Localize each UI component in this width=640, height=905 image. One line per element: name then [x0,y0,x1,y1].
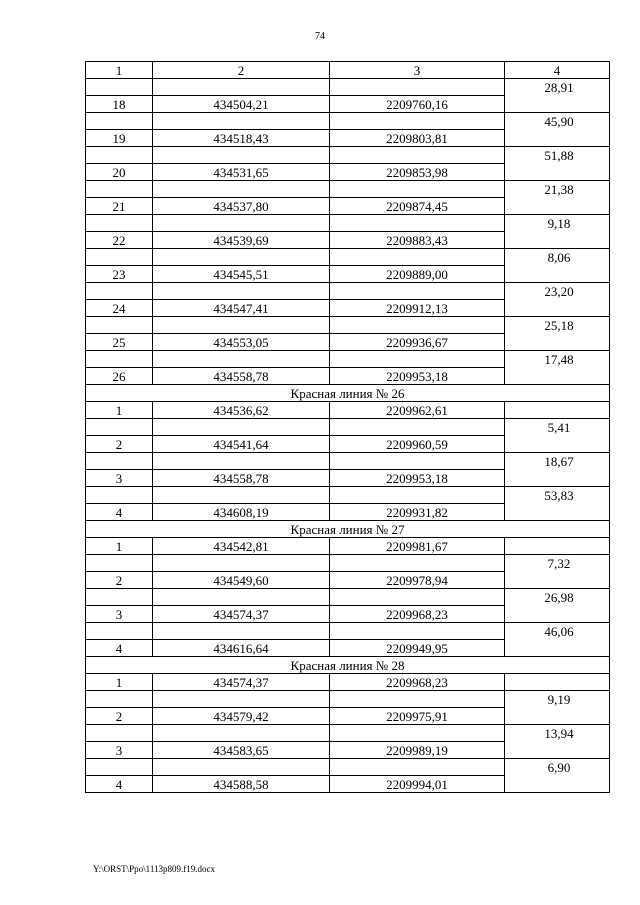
distance-cell: 18,67 [505,453,610,470]
empty-cell [330,419,505,436]
x-coordinate-cell: 434549,60 [153,572,330,589]
empty-cell [153,317,330,334]
empty-cell [330,487,505,504]
empty-cell [153,487,330,504]
empty-cell [505,130,610,147]
empty-cell [153,589,330,606]
y-coordinate-cell: 2209975,91 [330,708,505,725]
header-cell-4: 4 [505,62,610,79]
point-number-cell: 3 [86,742,153,759]
empty-cell [153,453,330,470]
empty-cell [153,419,330,436]
empty-cell [330,453,505,470]
point-number-cell: 4 [86,504,153,521]
distance-cell: 28,91 [505,79,610,96]
point-number-cell: 4 [86,640,153,657]
empty-cell [505,436,610,453]
point-row [86,538,610,555]
point-number-cell: 1 [86,402,153,419]
x-coordinate-cell: 434547,41 [153,300,330,317]
distance-cell: 21,38 [505,181,610,198]
point-row [86,300,610,317]
distance-row [86,283,610,300]
x-coordinate-cell: 434545,51 [153,266,330,283]
point-number-cell: 26 [86,368,153,385]
y-coordinate-cell: 2209953,18 [330,470,505,487]
empty-cell [330,113,505,130]
distance-row [86,181,610,198]
point-row [86,708,610,725]
point-row [86,470,610,487]
y-coordinate-cell: 2209981,67 [330,538,505,555]
distance-cell: 45,90 [505,113,610,130]
empty-cell [505,300,610,317]
distance-cell: 53,83 [505,487,610,504]
distance-row [86,317,610,334]
empty-cell [330,215,505,232]
empty-cell [153,555,330,572]
point-row [86,640,610,657]
distance-cell: 25,18 [505,317,610,334]
point-number-cell: 1 [86,538,153,555]
empty-cell [86,215,153,232]
table-body [86,79,610,793]
point-number-cell: 18 [86,96,153,113]
empty-cell [330,147,505,164]
y-coordinate-cell: 2209853,98 [330,164,505,181]
point-row [86,402,610,419]
empty-cell [330,725,505,742]
x-coordinate-cell: 434579,42 [153,708,330,725]
y-coordinate-cell: 2209994,01 [330,776,505,793]
point-number-cell: 24 [86,300,153,317]
y-coordinate-cell: 2209912,13 [330,300,505,317]
empty-cell [505,402,610,419]
distance-cell: 26,98 [505,589,610,606]
distance-cell: 23,20 [505,283,610,300]
empty-cell [330,249,505,266]
empty-cell [86,317,153,334]
distance-row [86,215,610,232]
empty-cell [86,249,153,266]
empty-cell [86,113,153,130]
y-coordinate-cell: 2209803,81 [330,130,505,147]
y-coordinate-cell: 2209760,16 [330,96,505,113]
empty-cell [330,79,505,96]
empty-cell [505,674,610,691]
x-coordinate-cell: 434537,80 [153,198,330,215]
distance-row [86,487,610,504]
distance-row [86,79,610,96]
empty-cell [86,589,153,606]
y-coordinate-cell: 2209968,23 [330,606,505,623]
y-coordinate-cell: 2209953,18 [330,368,505,385]
empty-cell [330,555,505,572]
empty-cell [330,181,505,198]
point-number-cell: 19 [86,130,153,147]
empty-cell [86,283,153,300]
x-coordinate-cell: 434518,43 [153,130,330,147]
header-cell-3: 3 [330,62,505,79]
point-number-cell: 4 [86,776,153,793]
section-title: Красная линия № 28 [86,657,610,674]
point-number-cell: 21 [86,198,153,215]
distance-cell: 51,88 [505,147,610,164]
x-coordinate-cell: 434558,78 [153,368,330,385]
x-coordinate-cell: 434542,81 [153,538,330,555]
distance-row [86,555,610,572]
header-cell-2: 2 [153,62,330,79]
page-number: 74 [315,31,325,42]
empty-cell [505,470,610,487]
y-coordinate-cell: 2209949,95 [330,640,505,657]
empty-cell [153,759,330,776]
section-header-row [86,385,610,402]
point-number-cell: 2 [86,708,153,725]
point-row [86,776,610,793]
x-coordinate-cell: 434574,37 [153,606,330,623]
point-number-cell: 20 [86,164,153,181]
y-coordinate-cell: 2209989,19 [330,742,505,759]
empty-cell [330,589,505,606]
x-coordinate-cell: 434558,78 [153,470,330,487]
x-coordinate-cell: 434539,69 [153,232,330,249]
empty-cell [86,759,153,776]
empty-cell [505,776,610,793]
x-coordinate-cell: 434583,65 [153,742,330,759]
section-title: Красная линия № 27 [86,521,610,538]
point-row [86,266,610,283]
empty-cell [86,623,153,640]
empty-cell [505,232,610,249]
empty-cell [153,623,330,640]
point-number-cell: 23 [86,266,153,283]
x-coordinate-cell: 434588,58 [153,776,330,793]
empty-cell [86,555,153,572]
section-header-row [86,657,610,674]
empty-cell [86,691,153,708]
point-number-cell: 1 [86,674,153,691]
empty-cell [86,79,153,96]
point-row [86,606,610,623]
empty-cell [330,623,505,640]
x-coordinate-cell: 434531,65 [153,164,330,181]
empty-cell [153,79,330,96]
empty-cell [505,334,610,351]
empty-cell [86,419,153,436]
distance-row [86,691,610,708]
point-row [86,232,610,249]
point-row [86,742,610,759]
empty-cell [153,691,330,708]
point-row [86,164,610,181]
empty-cell [153,283,330,300]
point-row [86,572,610,589]
empty-cell [505,368,610,385]
empty-cell [153,249,330,266]
point-row [86,334,610,351]
distance-cell: 5,41 [505,419,610,436]
point-number-cell: 3 [86,470,153,487]
empty-cell [86,453,153,470]
y-coordinate-cell: 2209936,67 [330,334,505,351]
x-coordinate-cell: 434574,37 [153,674,330,691]
empty-cell [505,198,610,215]
header-cell-1: 1 [86,62,153,79]
section-header-row [86,521,610,538]
distance-cell: 17,48 [505,351,610,368]
empty-cell [153,215,330,232]
y-coordinate-cell: 2209883,43 [330,232,505,249]
distance-row [86,351,610,368]
y-coordinate-cell: 2209960,59 [330,436,505,453]
empty-cell [505,742,610,759]
distance-cell: 9,18 [505,215,610,232]
empty-cell [330,759,505,776]
distance-row [86,759,610,776]
distance-row [86,419,610,436]
empty-cell [505,96,610,113]
point-row [86,96,610,113]
distance-cell: 13,94 [505,725,610,742]
empty-cell [505,266,610,283]
table-header-row [86,62,610,79]
footer-file-path: Y:\ORST\Ppo\1113p809.f19.docx [93,864,216,874]
empty-cell [86,725,153,742]
distance-row [86,453,610,470]
empty-cell [505,164,610,181]
y-coordinate-cell: 2209962,61 [330,402,505,419]
point-row [86,198,610,215]
distance-cell: 7,32 [505,555,610,572]
distance-row [86,249,610,266]
y-coordinate-cell: 2209874,45 [330,198,505,215]
empty-cell [86,351,153,368]
distance-cell: 6,90 [505,759,610,776]
x-coordinate-cell: 434536,62 [153,402,330,419]
y-coordinate-cell: 2209978,94 [330,572,505,589]
empty-cell [153,147,330,164]
distance-cell: 9,19 [505,691,610,708]
distance-cell: 8,06 [505,249,610,266]
distance-row [86,725,610,742]
point-number-cell: 25 [86,334,153,351]
point-row [86,674,610,691]
empty-cell [86,147,153,164]
empty-cell [153,351,330,368]
empty-cell [505,572,610,589]
x-coordinate-cell: 434504,21 [153,96,330,113]
distance-row [86,623,610,640]
empty-cell [153,181,330,198]
empty-cell [330,317,505,334]
point-row [86,504,610,521]
x-coordinate-cell: 434608,19 [153,504,330,521]
y-coordinate-cell: 2209968,23 [330,674,505,691]
point-number-cell: 2 [86,572,153,589]
point-number-cell: 2 [86,436,153,453]
x-coordinate-cell: 434616,64 [153,640,330,657]
distance-row [86,589,610,606]
point-row [86,130,610,147]
point-number-cell: 22 [86,232,153,249]
empty-cell [505,606,610,623]
point-number-cell: 3 [86,606,153,623]
empty-cell [505,538,610,555]
distance-row [86,113,610,130]
empty-cell [505,640,610,657]
empty-cell [86,181,153,198]
distance-cell: 46,06 [505,623,610,640]
empty-cell [505,708,610,725]
y-coordinate-cell: 2209889,00 [330,266,505,283]
empty-cell [153,113,330,130]
empty-cell [330,283,505,300]
empty-cell [153,725,330,742]
point-row [86,436,610,453]
empty-cell [330,691,505,708]
empty-cell [330,351,505,368]
coordinates-table [85,61,610,793]
empty-cell [86,487,153,504]
section-title: Красная линия № 26 [86,385,610,402]
x-coordinate-cell: 434541,64 [153,436,330,453]
x-coordinate-cell: 434553,05 [153,334,330,351]
empty-cell [505,504,610,521]
point-row [86,368,610,385]
y-coordinate-cell: 2209931,82 [330,504,505,521]
distance-row [86,147,610,164]
